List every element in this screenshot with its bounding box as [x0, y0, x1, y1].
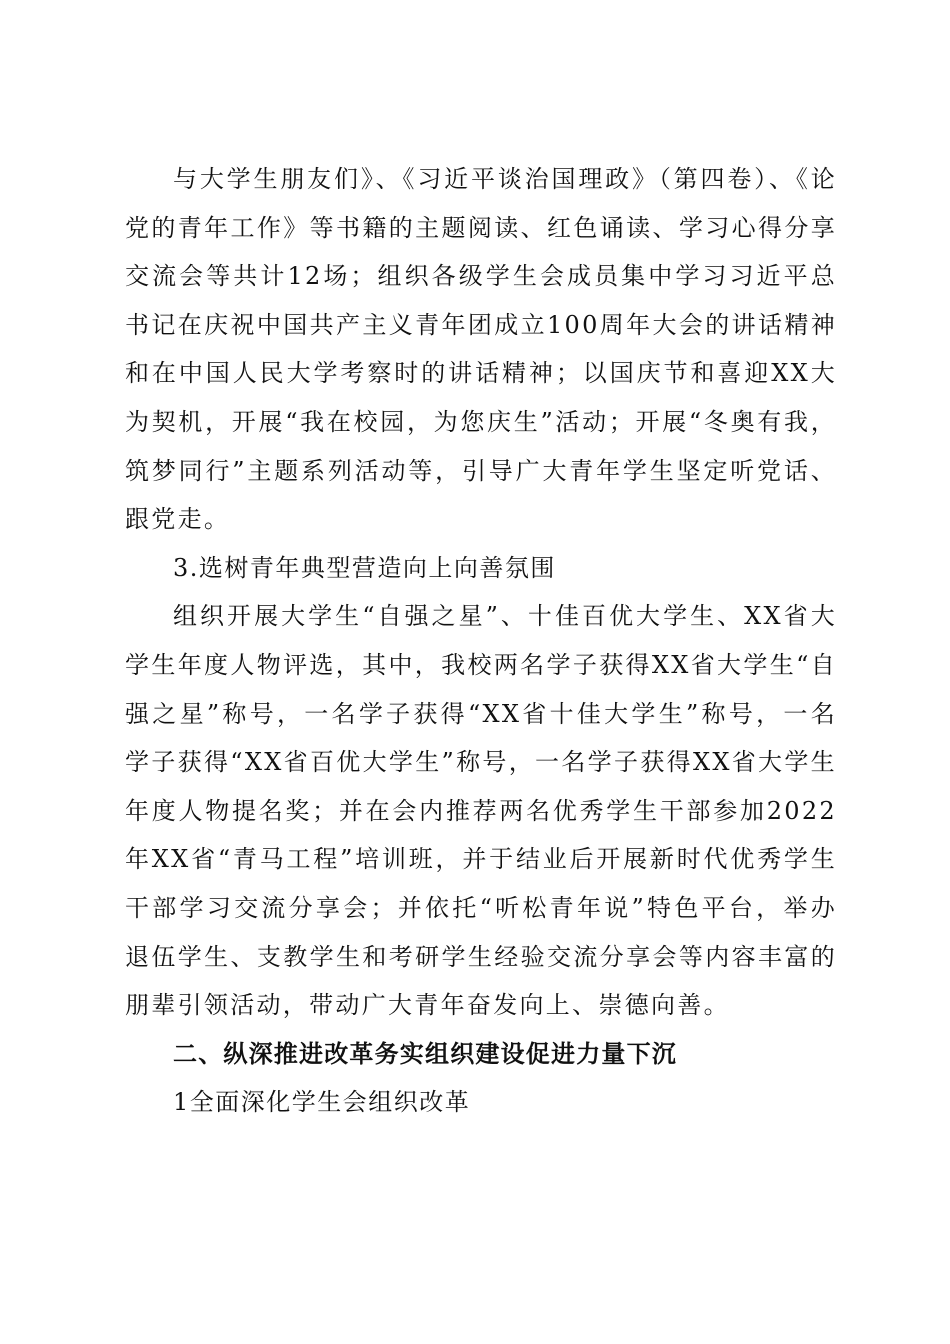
subheading-youth-models: 3.选树青年典型营造向上向善氛围: [173, 553, 556, 582]
section-heading-reform: 二、纵深推进改革务实组织建设促进力量下沉: [173, 1039, 677, 1068]
subheading-student-union-reform: 1全面深化学生会组织改革: [173, 1088, 471, 1117]
paragraph-youth-models: 组织开展大学生“自强之星”、十佳百优大学生、XX省大学生年度人物评选，其中，我校两名学子获得XX省大学生“自强之星”称号，一名学子获得“XX省十佳大学生”称号，一名学子获得“XX省百优大学生”称号，一名学子获得XX省大学生年度人物提名奖；并在会内推荐两名优秀学生干部参加2022年XX省“青马工程”培训班，并于结业后开展新时代优秀学生干部学习交流分享会；并依托“听松青年说”特色平台，举办退伍学生、支教学生和考研学生经验交流分享会等内容丰富的朋辈引领活动，带动广大青年奋发向上、崇德向善。: [125, 602, 837, 1020]
document-body: [125, 155, 837, 1127]
paragraph-reading-activities: 与大学生朋友们》、《习近平谈治国理政》（第四卷）、《论党的青年工作》等书籍的主题阅读、红色诵读、学习心得分享交流会等共计12场；组织各级学生会成员集中学习习近平总书记在庆祝中国共产主义青年团成立100周年大会的讲话精神和在中国人民大学考察时的讲话精神；以国庆节和喜迎XX大为契机，开展“我在校园，为您庆生”活动；开展“冬奥有我，筑梦同行”主题系列活动等，引导广大青年学生坚定听党话、跟党走。: [125, 165, 837, 534]
